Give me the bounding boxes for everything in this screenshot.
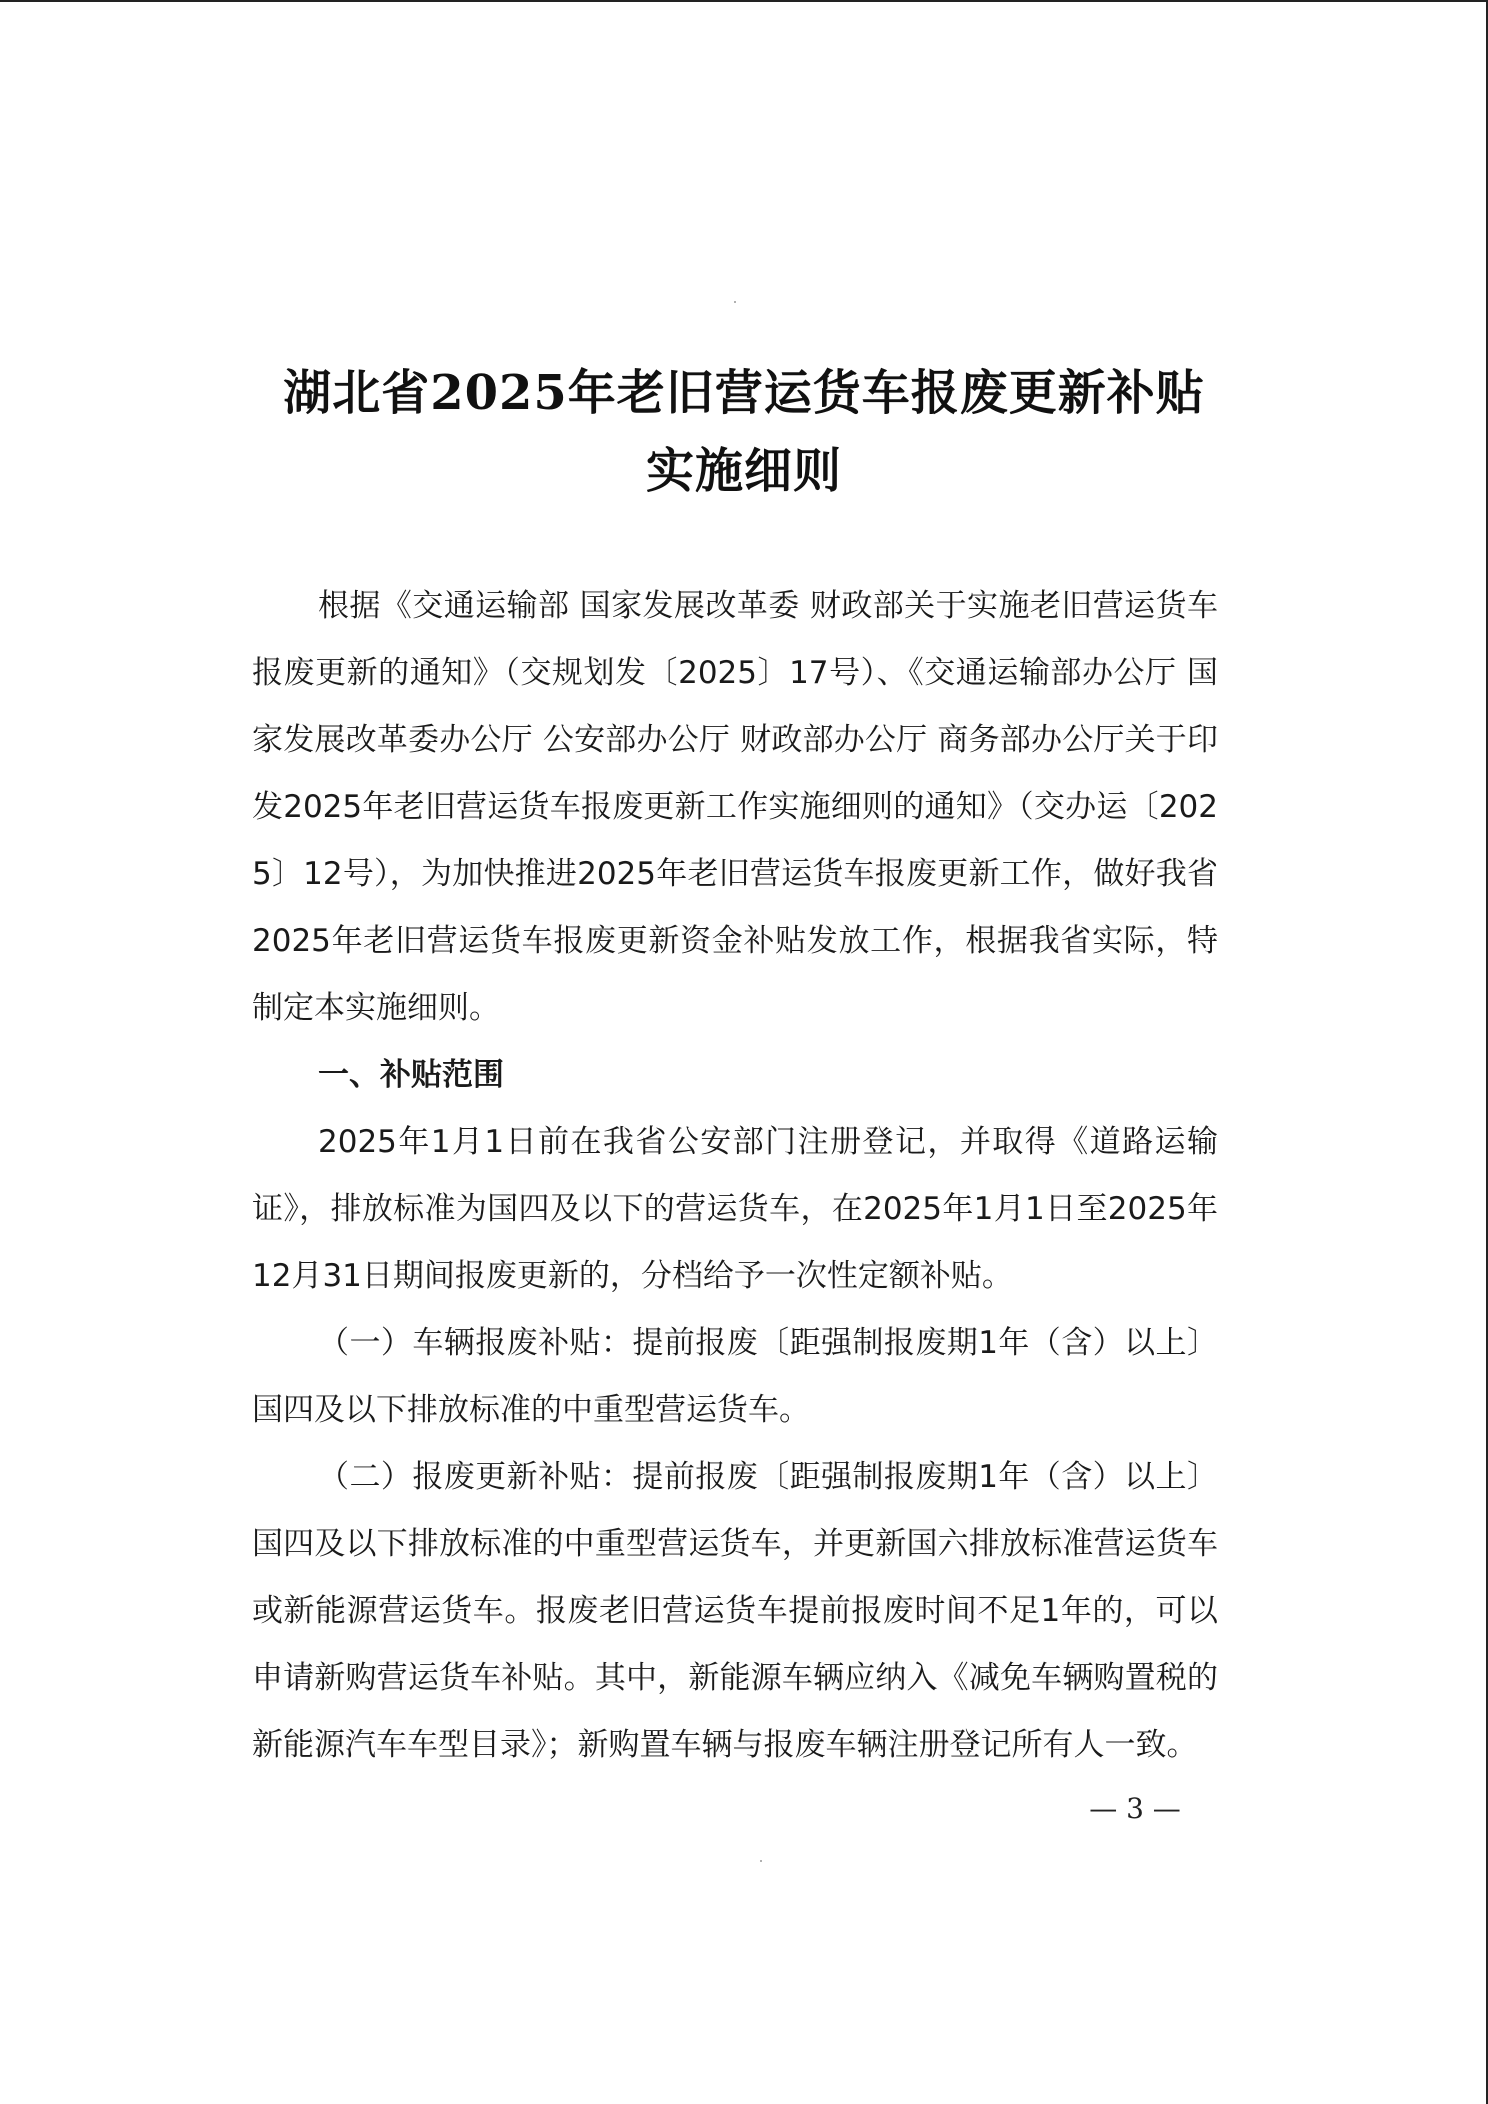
document-title-line1: 湖北省2025年老旧营运货车报废更新补贴 <box>283 365 1205 421</box>
scope-paragraph: 2025年1月1日前在我省公安部门注册登记，并取得《道路运输证》，排放标准为国四及以下的营运货车，在2025年1月1日至2025年12月31日期间报废更新的，分档给予一次性定额补贴。 <box>252 1124 1218 1294</box>
document-body <box>252 573 1218 1779</box>
scrap-subsidy-paragraph: （一）车辆报废补贴：提前报废〔距强制报废期1年（含）以上〕国四及以下排放标准的中重型营运货车。 <box>252 1325 1218 1428</box>
page-number: — 3 — <box>1089 1792 1181 1825</box>
scan-speck <box>734 301 736 303</box>
section-heading-subsidy-scope: 一、补贴范围 <box>318 1057 504 1093</box>
document-title-line2: 实施细则 <box>645 443 842 499</box>
scan-speck <box>760 1860 762 1862</box>
intro-paragraph: 根据《交通运输部 国家发展改革委 财政部关于实施老旧营运货车报废更新的通知》（交规划发〔2025〕17号）、《交通运输部办公厅 国家发展改革委办公厅 公安部办公厅 财政部办公厅 商务部办公厅关于印发2025年老旧营运货车报废更新工作实施细则的通知》（交办运〔2025〕12号），为加快推进2025年老旧营运货车报废更新工作，做好我省2025年老旧营运货车报废更新资金补贴发放工作，根据我省实际，特制定本实施细则。 <box>252 588 1218 1026</box>
renewal-subsidy-paragraph: （二）报废更新补贴：提前报废〔距强制报废期1年（含）以上〕国四及以下排放标准的中重型营运货车，并更新国六排放标准营运货车或新能源营运货车。报废老旧营运货车提前报废时间不足1年的，可以申请新购营运货车补贴。其中，新能源车辆应纳入《减免车辆购置税的新能源汽车车型目录》；新购置车辆与报废车辆注册登记所有人一致。 <box>252 1459 1218 1763</box>
